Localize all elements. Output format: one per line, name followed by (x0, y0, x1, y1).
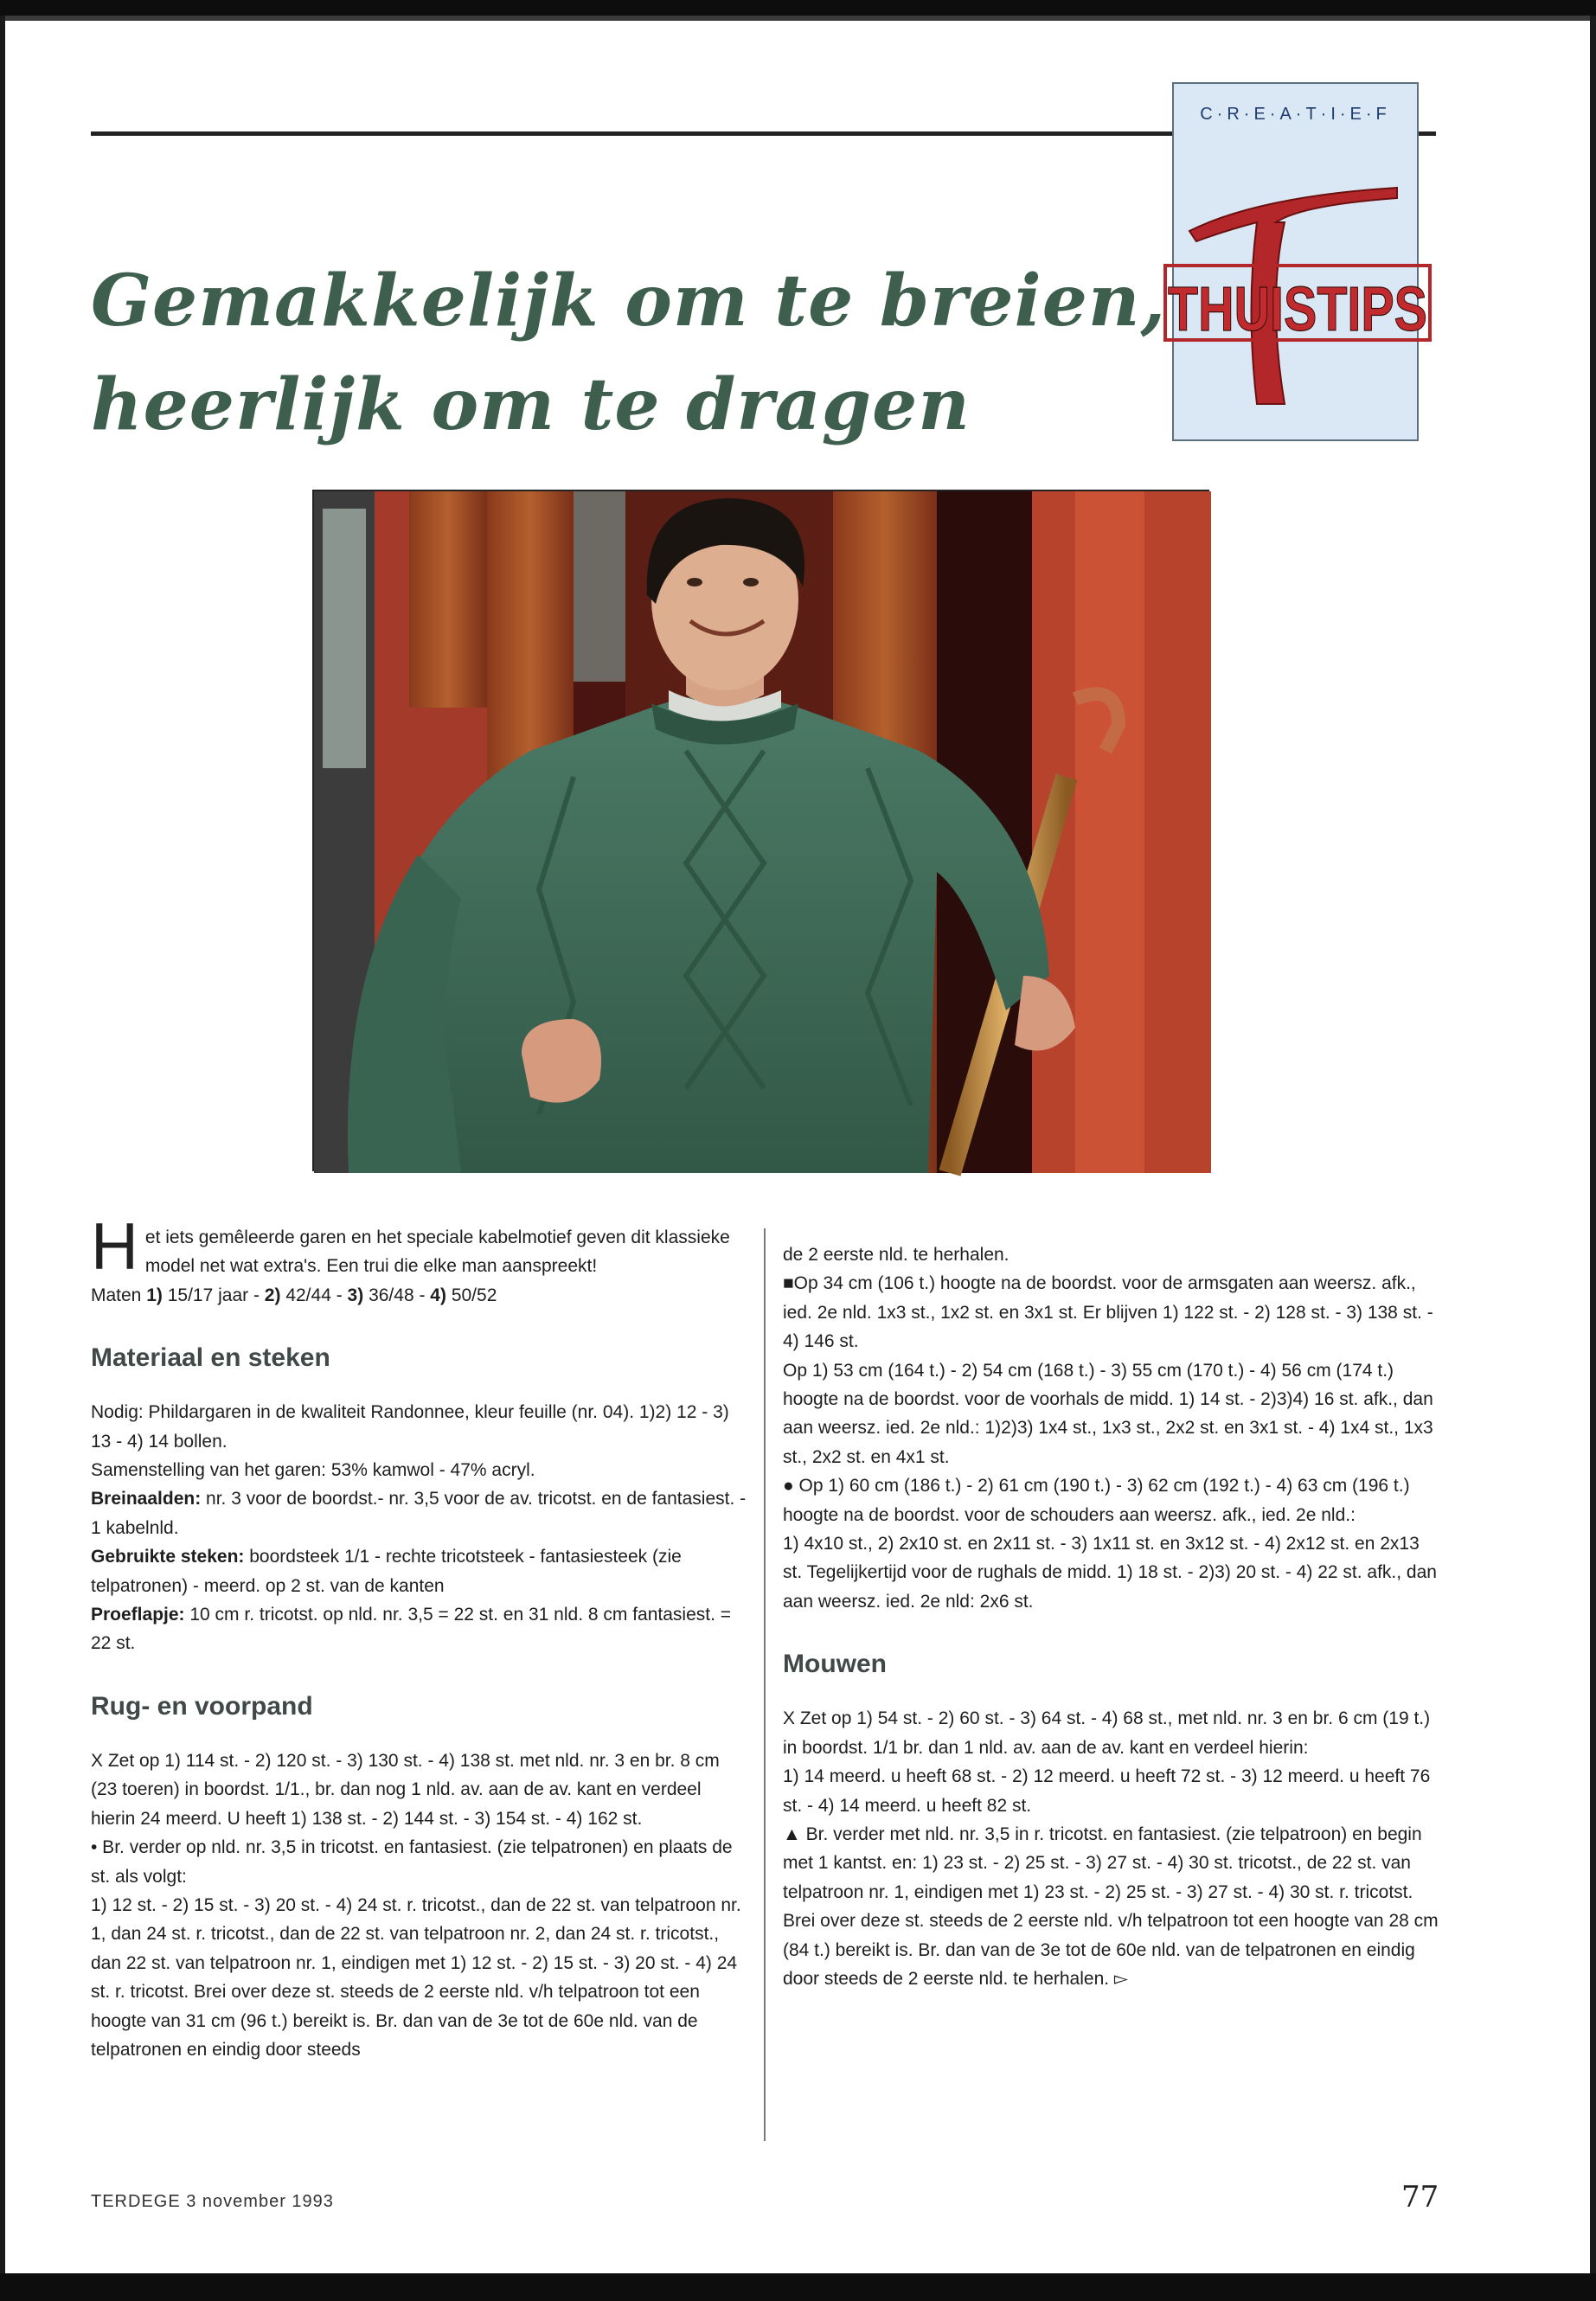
sizes-line (91, 1281, 748, 1310)
photo-man-in-green-sweater (312, 490, 1209, 1171)
logo-small-text: C·R·E·A·T·I·E·F (1200, 105, 1391, 124)
size-number: 1) (146, 1285, 163, 1305)
back-front-p3: 1) 12 st. - 2) 15 st. - 3) 20 st. - 4) 24 st. r. tricotst., dan de 22 st. van telpatroon nr. 1, dan 24 st. r. tricotst., dan de 22 st. van telpatroon nr. 2, dan 24 st. r. tricotst., dan 22 st. van telpatroon nr. 1, eindigen met 1) 12 st. - 2) 15 st. - 3) 20 st. - 4) 24 st. r. tricotst. Brei over deze st. steeds de 2 eerste nld. v/h telpatroon tot een hoogte van 31 cm (96 t.) bereikt is. Br. dan van de 3e tot de 60e nld. van de telpatronen en eindig door steeds (91, 1894, 741, 2060)
right-text-column (783, 1240, 1440, 1993)
logo-emblem (1155, 170, 1440, 430)
left-text-column (91, 1210, 748, 2064)
logo-big-text: THUISTIPS (1168, 275, 1427, 344)
drop-cap: H (91, 1210, 138, 1284)
size-value: 50/52 (445, 1285, 497, 1305)
intro-paragraph (91, 1210, 748, 1284)
size-value: 15/17 jaar - (162, 1285, 265, 1305)
size-number: 3) (347, 1285, 364, 1305)
shoulder-paragraph: ● Op 1) 60 cm (186 t.) - 2) 61 cm (190 t.) - 3) 62 cm (192 t.) - 4) 63 cm (196 t.) hoogte na de boordst. voor de schouders aan weersz. afk., ied. 2e nld.: (783, 1476, 1410, 1525)
gauge-label: Proeflapje: (91, 1605, 185, 1625)
materials-yarn: Nodig: Phildargaren in de kwaliteit Randonnee, kleur feuille (nr. 04). 1)2) 12 - 3) 13 - 4) 14 bollen. (91, 1402, 729, 1452)
materials-needles (91, 1484, 748, 1542)
page-frame-top-shadow (0, 16, 1596, 21)
headline-line2: heerlijk om te dragen (91, 363, 971, 446)
section-heading-sleeves: Mouwen (783, 1650, 887, 1679)
sizes-label: Maten (91, 1285, 147, 1305)
headline-line1: Gemakkelijk om te breien, (91, 260, 1167, 343)
creatief-thuistips-logo (1168, 82, 1427, 441)
section-heading-materials: Materiaal en steken (91, 1343, 330, 1373)
back-front-p2: • Br. verder op nld. nr. 3,5 in tricotst. en fantasiest. (zie telpatronen) en plaats de st. als volgt: (91, 1837, 733, 1887)
sleeves-p2: 1) 14 meerd. u heeft 68 st. - 2) 12 meerd. u heeft 72 st. - 3) 12 meerd. u heeft 76 st. - 4) 14 meerd. u heeft 82 st. (783, 1766, 1431, 1816)
materials-gauge (91, 1600, 748, 1658)
armhole-paragraph: ■Op 34 cm (106 t.) hoogte na de boordst. voor de armsgaten aan weersz. afk., ied. 2e nld. 1x3 st., 1x2 st. en 3x1 st. Er blijven 1) 122 st. - 2) 128 st. - 3) 138 st. - 4) 146 st. (783, 1273, 1433, 1352)
sleeves-p1: X Zet op 1) 54 st. - 2) 60 st. - 3) 64 st. - 4) 68 st., met nld. nr. 3 en br. 6 cm (19 t.) in boordst. 1/1 br. dan 1 nld. av. aan de av. kant en verdeel hierin: (783, 1708, 1431, 1758)
stitches-label: Gebruikte steken: (91, 1547, 245, 1567)
page-frame-right (1590, 16, 1596, 2273)
stitches-text: boordsteek 1/1 - rechte tricotsteek - fantasiesteek (zie telpatronen) - meerd. op 2 st. van de kanten (91, 1547, 682, 1596)
continuation-p1: de 2 eerste nld. te herhalen. (783, 1245, 1010, 1265)
size-value: 42/44 - (280, 1285, 348, 1305)
needles-text: nr. 3 voor de boordst.- nr. 3,5 voor de av. tricotst. en de fantasiest. - 1 kabelnld. (91, 1489, 747, 1538)
size-number: 4) (430, 1285, 446, 1305)
gauge-text: 10 cm r. tricotst. op nld. nr. 3,5 = 22 st. en 31 nld. 8 cm fantasiest. = 22 st. (91, 1605, 732, 1654)
neckline-paragraph: Op 1) 53 cm (164 t.) - 2) 54 cm (168 t.) - 3) 55 cm (170 t.) - 4) 56 cm (174 t.) hoogte na de boordst. voor de voorhals de midd. 1) 14 st. - 2)3)4) 16 st. afk., dan aan weersz. ied. 2e nld.: 1)2)3) 1x4 st., 1x3 st., 2x2 st. en 3x1 st. - 4) 1x4 st., 1x3 st., 2x2 st. en 4x1 st. (783, 1360, 1433, 1467)
back-front-p1: X Zet op 1) 114 st. - 2) 120 st. - 3) 130 st. - 4) 138 st. met nld. nr. 3 en br. 8 cm (23 toeren) in boordst. 1/1., br. dan nog 1 nld. av. aan de av. kant en verdeel hierin 24 meerd. U heeft 1) 138 st. - 2) 144 st. - 3) 154 st. - 4) 162 st. (91, 1750, 720, 1829)
page-frame-bottom (0, 2273, 1596, 2301)
column-divider (764, 1228, 766, 2141)
page-frame-top (0, 0, 1596, 16)
shoulder-detail-paragraph: 1) 4x10 st., 2) 2x10 st. en 2x11 st. - 3) 1x11 st. en 3x12 st. - 4) 2x12 st. en 2x13 st. Tegelijkertijd voor de rughals de midd. 1) 18 st. - 2)3) 20 st. - 4) 22 st. afk., dan aan weersz. ied. 2e nld: 2x6 st. (783, 1534, 1437, 1612)
materials-stitches (91, 1542, 748, 1600)
size-value: 36/48 - (363, 1285, 431, 1305)
materials-composition: Samenstelling van het garen: 53% kamwol - 47% acryl. (91, 1460, 535, 1481)
sleeves-p3: ▲ Br. verder met nld. nr. 3,5 in r. tricotst. en fantasiest. (zie telpatroon) en begin met 1 kantst. en: 1) 23 st. - 2) 25 st. - 3) 27 st. - 4) 30 st. tricotst., de 22 st. van telpatroon nr. 1, eindigen met 1) 23 st. - 2) 25 st. - 3) 27 st. - 4) 30 st. r. tricotst. Brei over deze st. steeds de 2 eerste nld. v/h telpatroon tot een hoogte van 28 cm (84 t.) bereikt is. Br. dan van de 3e tot de 60e nld. van de telpatronen en eindig door steeds de 2 eerste nld. te herhalen. ▻ (783, 1823, 1439, 1989)
footer-publication: TERDEGE 3 november 1993 (91, 2192, 334, 2211)
page-frame-left (0, 16, 5, 2273)
section-heading-back-front: Rug- en voorpand (91, 1691, 313, 1721)
size-number: 2) (264, 1285, 281, 1305)
intro-text: et iets gemêleerde garen en het speciale kabelmotief geven dit klassieke model net wat extra's. Een trui die elke man aanspreekt! (144, 1227, 730, 1277)
photo-illustration (314, 491, 1211, 1173)
page-number: 77 (1401, 2180, 1439, 2214)
needles-label: Breinaalden: (91, 1489, 202, 1509)
